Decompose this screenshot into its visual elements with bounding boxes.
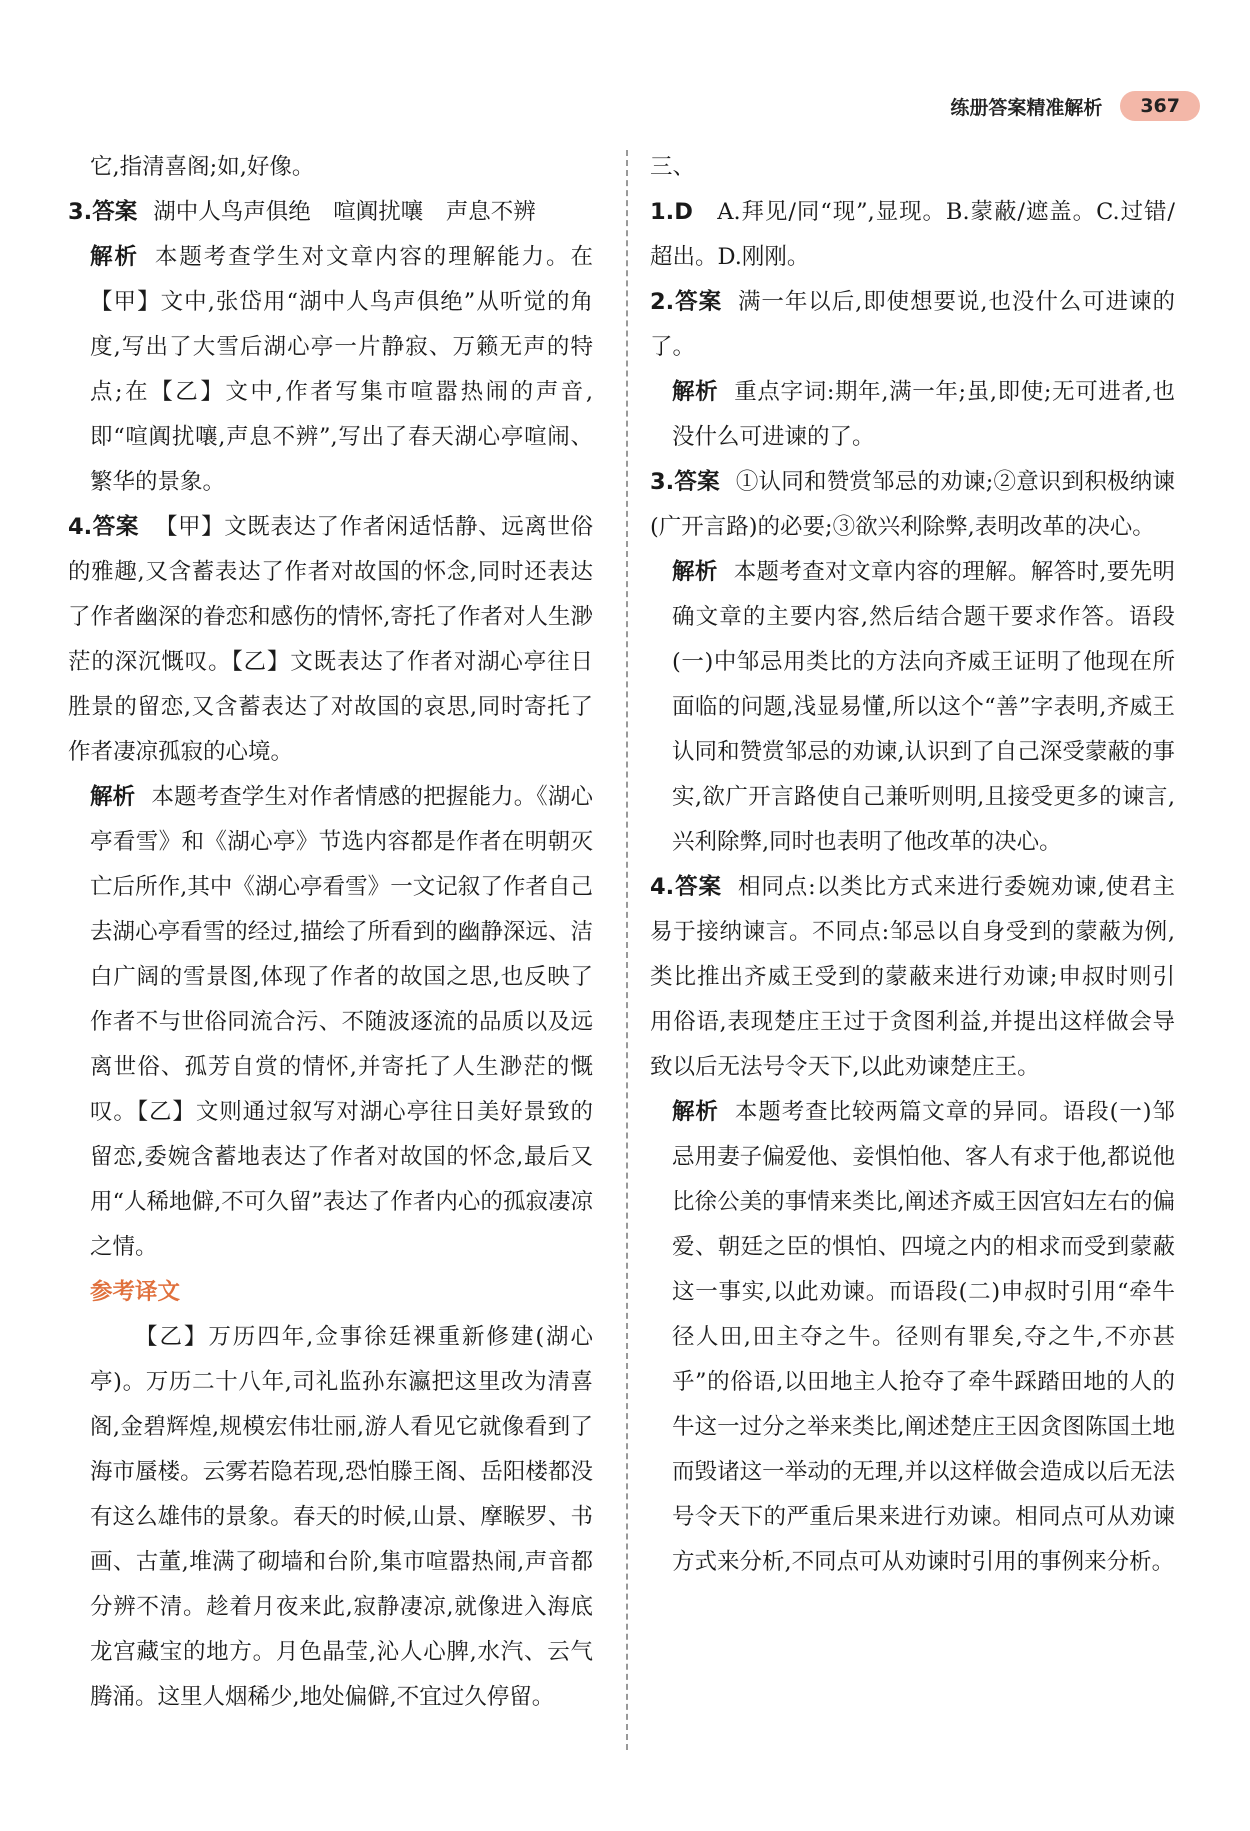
q3-answer: 3.答案 湖中人鸟声俱绝 喧阗扰嚷 声息不辨 [68,199,536,225]
left-column [68,145,593,1720]
r-q4-analysis: 解析 本题考查比较两篇文章的异同。语段(一)邹忌用妻子偏爱他、妾惧怕他、客人有求于他,都说他比徐公美的事情来类比,阐述齐威王因宫妇左右的偏爱、朝廷之臣的惧怕、四境之内的相求而受到蒙蔽这一事实,以此劝谏。而语段(二)申叔时引用“牵牛径人田,田主夺之牛。径则有罪矣,夺之牛,不亦甚乎”的俗语,以田地主人抢夺了牵牛踩踏田地的人的牛这一过分之举来类比,阐述楚庄王因贪图陈国土地而毁诸这一举动的无理,并以这样做会造成以后无法号令天下的严重后果来进行劝谏。相同点可从劝谏方式来分析,不同点可从劝谏时引用的事例来分析。 [672,1099,1175,1575]
q4-analysis: 解析 本题考查学生对作者情感的把握能力。《湖心亭看雪》和《湖心亭》节选内容都是作者在明朝灭亡后所作,其中《湖心亭看雪》一文记叙了作者自己去湖心亭看雪的经过,描绘了所看到的幽静深远、洁白广阔的雪景图,体现了作者的故国之思,也反映了作者不与世俗同流合污、不随波逐流的品质以及远离世俗、孤芳自赏的情怀,并寄托了人生渺茫的慨叹。【乙】文则通过叙写对湖心亭往日美好景致的留恋,委婉含蓄地表达了作者对故国的怀念,最后又用“人稀地僻,不可久留”表达了作者内心的孤寂凄凉之情。 [90,784,593,1260]
r-q2-analysis: 解析 重点字词:期年,满一年;虽,即使;无可进者,也没什么可进谏的了。 [672,379,1175,450]
q4-answer: 4.答案 【甲】文既表达了作者闲适恬静、远离世俗的雅趣,又含蓄表达了作者对故国的怀念,同时还表达了作者幽深的眷恋和感伤的情怀,寄托了作者对人生渺茫的深沉慨叹。【乙】文既表达了作者对湖心亭往日胜景的留恋,又含蓄表达了对故国的哀思,同时寄托了作者凄凉孤寂的心境。 [68,514,593,765]
section-heading: 三、 [650,154,696,180]
r-q2-answer: 2.答案 满一年以后,即使想要说,也没什么可进谏的了。 [650,289,1175,360]
column-divider [626,150,628,1750]
right-column [650,145,1175,1585]
r-q4-answer: 4.答案 相同点:以类比方式来进行委婉劝谏,使君主易于接纳谏言。不同点:邹忌以自身受到的蒙蔽为例,类比推出齐威王受到的蒙蔽来进行劝谏;申叔时则引用俗语,表现楚庄王过于贪图利益,并提出这样做会导致以后无法号令天下,以此劝谏楚庄王。 [650,874,1175,1080]
page-header [950,88,1200,124]
q3-analysis: 解析 本题考查学生对文章内容的理解能力。在【甲】文中,张岱用“湖中人鸟声俱绝”从听觉的角度,写出了大雪后湖心亭一片静寂、万籁无声的特点;在【乙】文中,作者写集市喧嚣热闹的声音,即“喧阗扰嚷,声息不辨”,写出了春天湖心亭喧闹、繁华的景象。 [90,244,593,495]
r-q3-analysis: 解析 本题考查对文章内容的理解。解答时,要先明确文章的主要内容,然后结合题干要求作答。语段(一)中邹忌用类比的方法向齐威王证明了他现在所面临的问题,浅显易懂,所以这个“善”字表明,齐威王认同和赞赏邹忌的劝谏,认识到了自己深受蒙蔽的事实,欲广开言路使自己兼听则明,且接受更多的谏言,兴利除弊,同时也表明了他改革的决心。 [672,559,1175,855]
page-number-badge: 367 [1120,91,1200,121]
reference-translation: 【乙】万历四年,佥事徐廷裸重新修建(湖心亭)。万历二十八年,司礼监孙东瀛把这里改为清喜阁,金碧辉煌,规模宏伟壮丽,游人看见它就像看到了海市蜃楼。云雾若隐若现,恐怕滕王阁、岳阳楼都没有这么雄伟的景象。春天的时候,山景、摩睺罗、书画、古董,堆满了砌墙和台阶,集市喧嚣热闹,声音都分辨不清。趁着月夜来此,寂静凄凉,就像进入海底龙宫藏宝的地方。月色晶莹,沁人心脾,水汽、云气腾涌。这里人烟稀少,地处偏僻,不宜过久停留。 [90,1324,593,1710]
r-q3-answer: 3.答案 ①认同和赞赏邹忌的劝谏;②意识到积极纳谏(广开言路)的必要;③欲兴利除弊,表明改革的决心。 [650,469,1175,540]
r-q1: 1.D A.拜见/同“现”,显现。B.蒙蔽/遮盖。C.过错/超出。D.刚刚。 [650,199,1175,270]
reference-translation-title: 参考译文 [90,1279,181,1305]
continuation-text: 它,指清喜阁;如,好像。 [90,154,315,180]
header-title: 练册答案精准解析 [950,96,1103,119]
